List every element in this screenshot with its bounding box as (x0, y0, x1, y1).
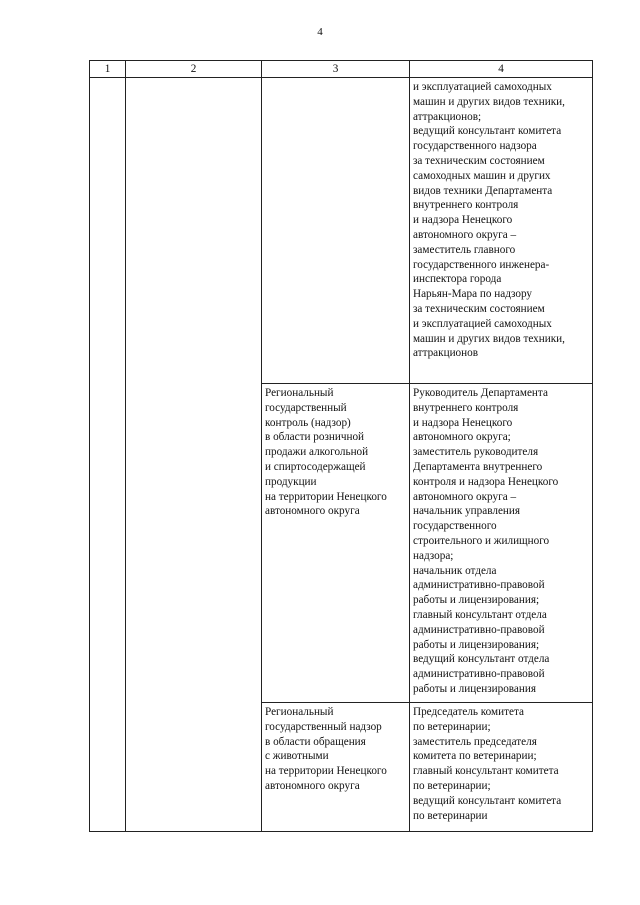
cell-text-line: продажи алкогольной (265, 446, 369, 459)
cell-text-line: по ветеринарии (413, 809, 488, 822)
cell-col3 (262, 384, 410, 703)
cell-text-line: заместитель руководителя (413, 446, 539, 459)
cell-col2 (126, 78, 262, 832)
cell-text-line: административно-правовой (413, 668, 545, 681)
cell-text-line: главный консультант отдела (413, 608, 547, 621)
cell-text-line: на территории Ненецкого (265, 490, 387, 503)
cell-text-line: Председатель комитета (413, 706, 524, 718)
cell-text-line: автономного округа (265, 505, 360, 518)
cell-col3 (262, 78, 410, 384)
cell-text-line: в области обращения (265, 735, 366, 748)
cell-text-line: государственный надзор (265, 720, 382, 733)
cell-text-line: с животными (265, 750, 329, 763)
cell-col4 (410, 384, 593, 703)
cell-text-line: и эксплуатацией самоходных (413, 81, 552, 93)
cell-text-line: внутреннего контроля (413, 199, 519, 212)
cell-text-line: машин и других видов техники, (413, 332, 565, 345)
cell-text-line: и надзора Ненецкого (413, 416, 513, 429)
cell-text-line: работы и лицензирования (413, 682, 537, 695)
column-number-2: 2 (126, 61, 262, 78)
cell-text-line: заместитель главного (413, 243, 516, 256)
cell-text-line: на территории Ненецкого (265, 765, 387, 778)
cell-text-line: и эксплуатацией самоходных (413, 317, 552, 330)
cell-col4 (410, 78, 593, 384)
table-header-row (90, 61, 593, 78)
column-number-4: 4 (410, 61, 593, 78)
cell-text-line: автономного округа – (413, 228, 517, 241)
column-number-1: 1 (90, 61, 126, 78)
table-row (90, 78, 593, 384)
cell-text-line: самоходных машин и других (413, 169, 551, 182)
cell-text-line: аттракционов (413, 347, 479, 360)
cell-text-line: государственного надзора (413, 140, 537, 153)
cell-text-line: комитета по ветеринарии; (413, 750, 537, 763)
cell-col3 (262, 703, 410, 832)
cell-text-line: государственного (413, 520, 497, 533)
cell-text-line: работы и лицензирования; (413, 638, 540, 651)
cell-text-line: начальник отдела (413, 564, 497, 577)
cell-text-line: по ветеринарии; (413, 779, 491, 792)
cell-text-line: начальник управления (413, 505, 521, 518)
cell-text-line: работы и лицензирования; (413, 594, 540, 607)
column-number-3: 3 (262, 61, 410, 78)
cell-text-line: государственного инженера- (413, 258, 550, 271)
document-table (89, 60, 593, 832)
cell-col1 (90, 78, 126, 832)
cell-text-line: главный консультант комитета (413, 765, 559, 778)
cell-text-line: строительного и жилищного (413, 534, 550, 547)
cell-text-line: надзора; (413, 549, 454, 562)
cell-text-line: по ветеринарии; (413, 720, 491, 733)
cell-text-line: Руководитель Департамента (413, 387, 548, 399)
cell-text-line: машин и других видов техники, (413, 95, 565, 108)
cell-text-line: ведущий консультант комитета (413, 794, 562, 807)
cell-text-line: Региональный (265, 387, 334, 399)
cell-text-line: внутреннего контроля (413, 401, 519, 414)
cell-text-line: административно-правовой (413, 579, 545, 592)
cell-col4 (410, 703, 593, 832)
cell-text-line: государственный (265, 401, 347, 414)
cell-text-line: и надзора Ненецкого (413, 214, 513, 227)
cell-text-line: аттракционов; (413, 110, 482, 123)
cell-text-line: за техническим состоянием (413, 154, 545, 167)
cell-text-line: продукции (265, 475, 317, 488)
cell-text-line: Региональный (265, 706, 334, 718)
cell-text-line: ведущий консультант отдела (413, 653, 550, 666)
cell-text-line: и спиртосодержащей (265, 460, 366, 473)
cell-text-line: инспектора города (413, 273, 502, 286)
cell-text-line: заместитель председателя (413, 735, 537, 748)
cell-text-line: за техническим состоянием (413, 302, 545, 315)
cell-text-line: контроль (надзор) (265, 416, 351, 429)
cell-text-line: видов техники Департамента (413, 184, 553, 197)
cell-text-line: автономного округа (265, 779, 360, 792)
cell-text-line: в области розничной (265, 431, 365, 444)
cell-text-line: автономного округа; (413, 431, 511, 444)
cell-text-line: Департамента внутреннего (413, 460, 543, 473)
page-number: 4 (317, 26, 323, 38)
cell-text-line: автономного округа – (413, 490, 517, 503)
cell-text-line: ведущий консультант комитета (413, 125, 562, 138)
cell-text-line: контроля и надзора Ненецкого (413, 475, 559, 488)
cell-text-line: Нарьян-Мара по надзору (413, 288, 533, 301)
cell-text-line: административно-правовой (413, 623, 545, 636)
